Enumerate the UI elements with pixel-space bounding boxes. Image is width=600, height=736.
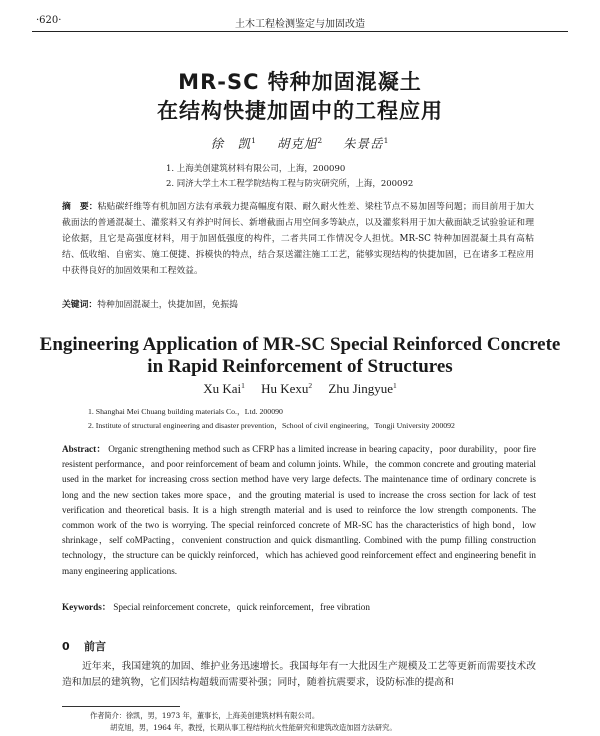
author-affiliation-mark: 1 <box>383 136 390 145</box>
chinese-title-line-1: MR-SC 特种加固混凝土 <box>178 70 422 94</box>
chinese-authors <box>0 134 600 152</box>
english-authors <box>0 381 600 397</box>
author-affiliation-mark: 2 <box>308 381 313 390</box>
author-affiliation-mark: 1 <box>251 136 257 145</box>
chinese-affiliation-2: 2. 同济大学土木工程学院结构工程与防灾研究所，上海，200092 <box>166 179 414 189</box>
chinese-keywords-label: 关键词： <box>62 300 98 310</box>
body-paragraph: 近年来，我国建筑的加固、维护业务迅速增长。我国每年有一大批因生产规模及工艺等更新而需要技术改造和加层的建筑物，它们因结构超载而需要补强；同时，随着抗震要求，设防标准的提高和 <box>62 661 536 688</box>
footnote-author-2: 胡克旭，男，1964 年，教授，长期从事工程结构抗火性能研究和建筑改造加固方法研究。 <box>110 723 397 732</box>
journal-title: 土木工程检测鉴定与加固改造 <box>235 19 365 30</box>
english-keywords-label: Keywords： <box>62 602 111 612</box>
author-name: Zhu Jingyue <box>328 381 394 396</box>
chinese-abstract <box>62 199 534 279</box>
running-header <box>32 12 568 32</box>
english-abstract-label: Abstract： <box>62 444 106 454</box>
english-title-line-2: in Rapid Reinforcement of Structures <box>147 356 453 377</box>
author-name: 胡克旭 <box>276 136 318 151</box>
english-keywords-text: Special reinforcement concrete，quick reinforcement，free vibration <box>113 602 370 612</box>
chinese-keywords <box>62 297 534 310</box>
author-name: Hu Kexu <box>261 381 309 396</box>
english-keywords <box>62 599 536 613</box>
page-number: ·620· <box>36 15 62 26</box>
author-name: 朱景岳 <box>343 136 384 151</box>
english-title-line-1: Engineering Application of MR-SC Special Reinforced Concrete <box>39 334 561 355</box>
author-affiliation-mark: 1 <box>241 381 245 390</box>
english-affiliation-1: 1. Shanghai Mei Chuang building materials Co.，Ltd. 200090 <box>88 407 283 416</box>
chinese-title-line-2: 在结构快捷加固中的工程应用 <box>157 99 443 123</box>
author-name: Xu Kai <box>203 381 242 396</box>
section-title: 前言 <box>84 640 106 653</box>
footnote-author-1: 作者简介：徐凯，男，1973 年，董事长，上海美创建筑材料有限公司。 <box>90 711 320 720</box>
section-heading <box>62 638 106 654</box>
author-affiliation-mark: 2 <box>317 136 324 145</box>
chinese-abstract-text: 粘贴碳纤维等有机加固方法有承载力提高幅度有限、耐久耐火性差、梁柱节点不易加固等问题；而目前用于加大截面法的普通混凝土、灌浆料又有养护时间长、新增截面占用空间多等缺点，以及灌浆料用于加大截面缺乏试验验证和理论依据，且它是高强度材料，用于加固低强度的构件，二者共同工作情况令人担忧。MR-SC 特种加固混凝土具有高粘结、低收缩、自密实、施工便捷、拆模快的特点，结合泵送灌注施工工艺，能够实现结构的快捷加固，已在诸多工程应用中获得良好的加固效果和工程效益。 <box>62 202 534 276</box>
english-abstract-text: Organic strengthening method such as CFRP has a limited increase in bearing capacity，poor durability，poor fire resistent performance，and poor reinforcement of beam and column joints. While，the common concrete and grouting material used in the market for increasing cross section method have very large defects. The maintenance time of ordinary concrete is long and the new section takes more space，and the grouting material is used to increase the cross section for lack of test verification and theoretical basis. It is a high strength material and is used to reinforce the low strength components. The common work of the two is worrying. The special reinforced concrete of MR-SC has the characteristics of high bond，low shrinkage，self coMPacting，convenient construction and quick dismantling. Combined with the pump filling construction technology，the structure can be quickly reinforced，which has achieved good reinforcement effect and engineering benefit in many engineering applications. <box>62 444 536 576</box>
footnote-divider <box>62 706 180 707</box>
chinese-affiliation-1: 1. 上海美创建筑材料有限公司，上海，200090 <box>166 164 346 174</box>
author-name: 徐 凯 <box>210 136 252 151</box>
author-affiliation-mark: 1 <box>393 381 397 390</box>
english-abstract <box>62 442 536 579</box>
chinese-keywords-text: 特种加固混凝土，快捷加固，免振捣 <box>97 300 238 310</box>
section-number: 0 <box>62 640 70 653</box>
chinese-abstract-label: 摘 要： <box>62 202 98 212</box>
english-affiliation-2: 2. Institute of structural engineering and disaster prevention，School of civil engineering，Tongji University 200092 <box>88 421 455 430</box>
